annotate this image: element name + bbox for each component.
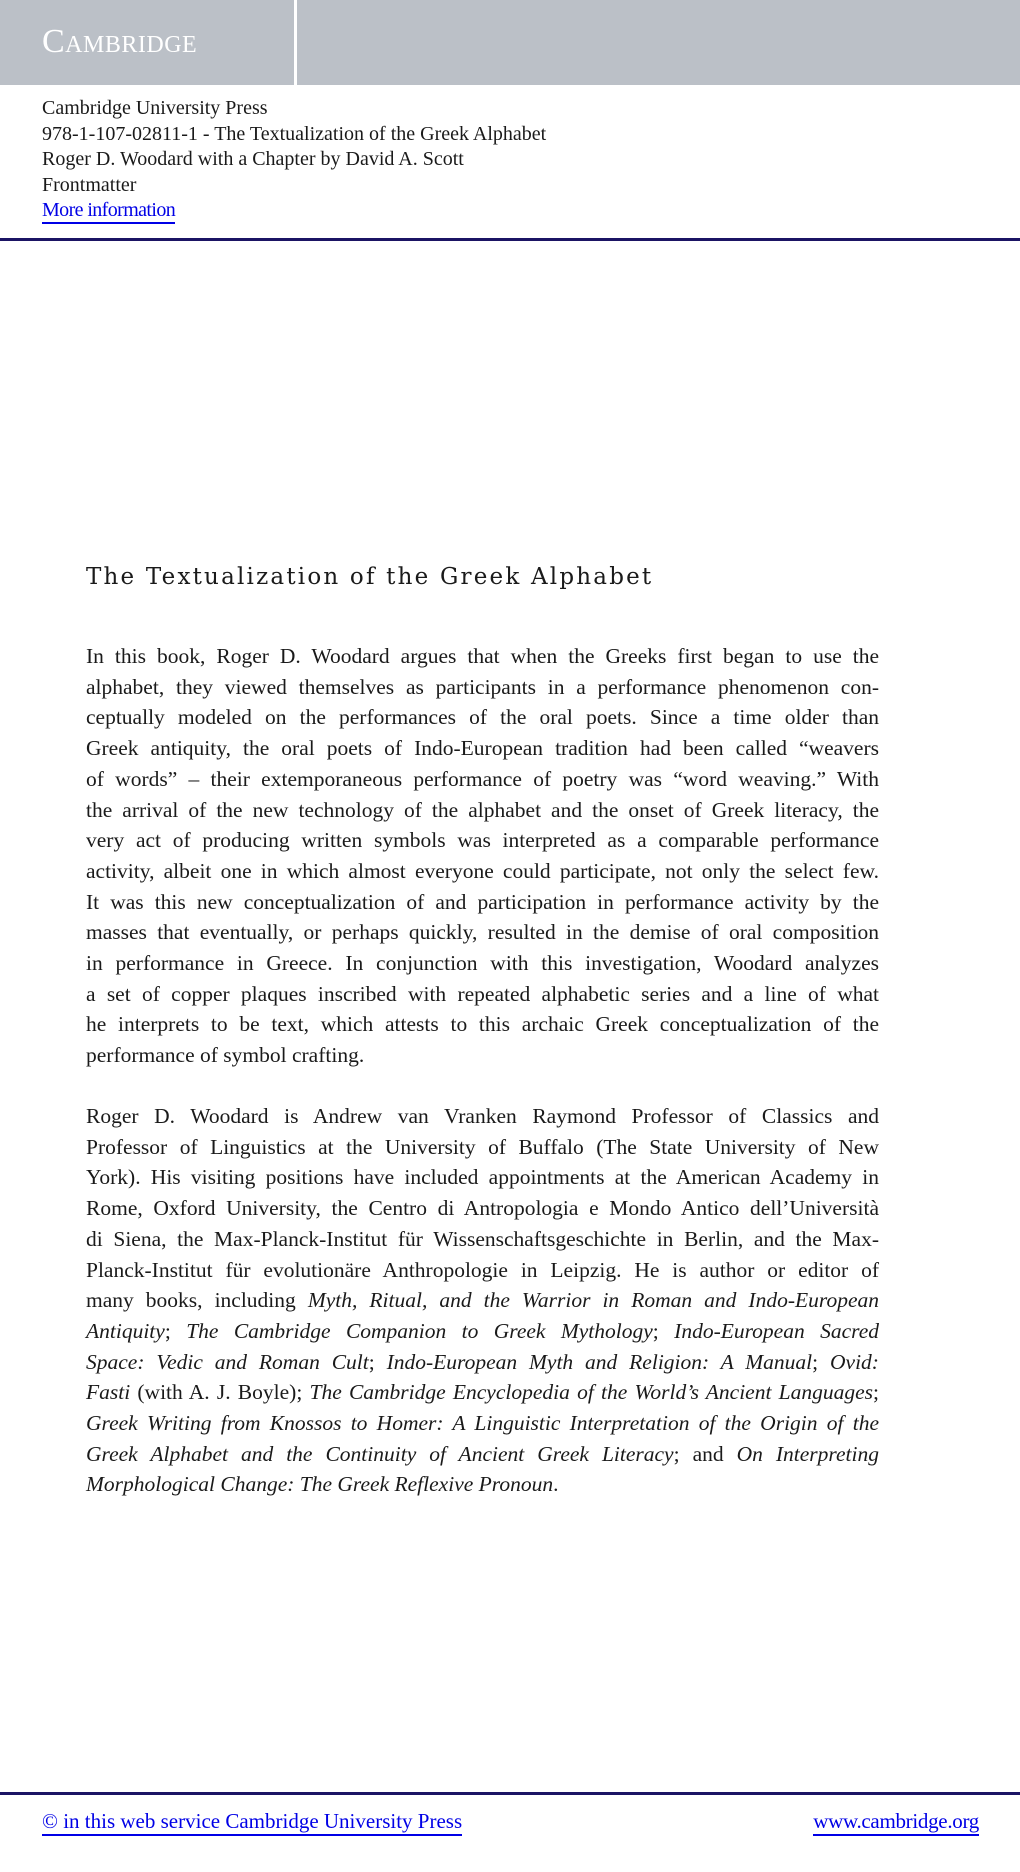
brand-divider <box>294 0 297 85</box>
book-title-italic: Myth, Ritual, and the Warrior in Roman and Indo-European <box>307 1288 879 1313</box>
book-title-italic: Greek Alphabet and the Continuity of Ancient Greek Literacy <box>86 1441 674 1466</box>
bio-line <box>86 1408 879 1439</box>
separator: ; <box>652 1318 675 1343</box>
bio-line: Roger D. Woodard is Andrew van Vranken Raymond Professor of Classics and <box>86 1104 879 1128</box>
separator: ; <box>812 1349 831 1374</box>
bio-line <box>86 1439 879 1470</box>
book-title-italic: Antiquity <box>86 1318 165 1343</box>
bio-line <box>86 1377 879 1408</box>
isbn-title: 978-1-107-02811-1 - The Textualization of the Greek Alphabet <box>42 122 547 145</box>
authors: Roger D. Woodard with a Chapter by David A. Scott <box>42 148 464 170</box>
book-title-italic: Space: Vedic and Roman Cult <box>86 1349 369 1374</box>
bio-line <box>86 1347 879 1378</box>
bio-line: Professor of Linguistics at the University of Buffalo (The State University of New <box>86 1134 879 1159</box>
book-title-italic: On Interpreting <box>736 1441 879 1466</box>
separator: ; <box>164 1318 187 1343</box>
cambridge-website-link[interactable]: www.cambridge.org <box>813 1808 979 1836</box>
summary-line: very act of producing written symbols was interpreted as a comparable performance <box>86 828 879 853</box>
summary-line: masses that eventually, or perhaps quickly, resulted in the demise of oral composition <box>86 920 879 945</box>
summary-line: performance of symbol crafting. <box>86 1043 365 1068</box>
book-title-italic: Morphological Change: The Greek Reflexive Pronoun <box>86 1472 554 1497</box>
bio-line <box>86 1316 879 1347</box>
cambridge-logo: Cambridge <box>42 23 198 60</box>
summary-line: In this book, Roger D. Woodard argues that when the Greeks first began to use the <box>86 644 879 668</box>
bio-line: di Siena, the Max-Planck-Institut für Wissenschaftsgeschichte in Berlin, and the Max- <box>86 1226 879 1251</box>
bio-text: (with A. J. Boyle); <box>130 1380 310 1405</box>
summary-line: It was this new conceptualization of and participation in performance activity by the <box>86 889 879 914</box>
summary-line: the arrival of the new technology of the alphabet and the onset of Greek literacy, the <box>86 797 879 822</box>
book-metadata <box>42 96 546 224</box>
separator: ; <box>368 1349 387 1374</box>
bio-text: many books, including <box>86 1288 308 1313</box>
document-title: The Textualization of the Greek Alphabet <box>86 564 654 590</box>
separator: ; <box>873 1380 879 1405</box>
book-title-italic: Indo-European Sacred <box>674 1318 879 1343</box>
book-title-italic: Greek Writing from Knossos to Homer: A Linguistic Interpretation of the Origin of the <box>86 1411 879 1436</box>
publisher-name: Cambridge University Press <box>42 97 268 119</box>
book-title-italic: Ovid: <box>830 1349 879 1374</box>
summary-line: he interprets to be text, which attests to this archaic Greek conceptualization of the <box>86 1012 879 1037</box>
summary-line: a set of copper plaques inscribed with repeated alphabetic series and a line of what <box>86 981 879 1006</box>
summary-line: in performance in Greece. In conjunction with this investigation, Woodard analyzes <box>86 951 879 976</box>
summary-line: Greek antiquity, the oral poets of Indo-European tradition had been called “weavers <box>86 736 879 761</box>
summary-line: alphabet, they viewed themselves as participants in a performance phenomenon con- <box>86 674 879 699</box>
bio-line: Rome, Oxford University, the Centro di Antropologia e Mondo Antico dell’Università <box>86 1196 879 1221</box>
book-title-italic: The Cambridge Companion to Greek Mythology <box>186 1318 653 1343</box>
book-title-italic: The Cambridge Encyclopedia of the World’s Ancient Languages <box>309 1380 874 1405</box>
bio-line <box>86 1285 879 1316</box>
summary-line: ceptually modeled on the performances of the oral poets. Since a time older than <box>86 705 879 730</box>
bio-line: York). His visiting positions have included appointments at the American Academy in <box>86 1165 879 1190</box>
book-summary-paragraph <box>86 641 879 1071</box>
copyright-link[interactable]: © in this web service Cambridge University Press <box>42 1808 462 1836</box>
footer-divider <box>0 1792 1020 1795</box>
summary-line: of words” – their extemporaneous performance of poetry was “word weaving.” With <box>86 766 879 791</box>
bio-text: . <box>553 1472 559 1497</box>
bio-line: Planck-Institut für evolutionäre Anthropologie in Leipzig. He is author or editor of <box>86 1257 879 1282</box>
header-divider <box>0 238 1020 241</box>
book-title-italic: Fasti <box>86 1380 131 1405</box>
bio-line <box>86 1469 879 1500</box>
brand-bar <box>0 0 1020 85</box>
summary-line: activity, albeit one in which almost everyone could participate, not only the select few. <box>86 858 879 883</box>
author-bio-paragraph <box>86 1101 879 1500</box>
more-information-link[interactable]: More information <box>42 199 175 224</box>
section-label: Frontmatter <box>42 173 137 196</box>
bio-text: ; and <box>673 1441 737 1466</box>
book-title-italic: Indo-European Myth and Religion: A Manual <box>386 1349 813 1374</box>
